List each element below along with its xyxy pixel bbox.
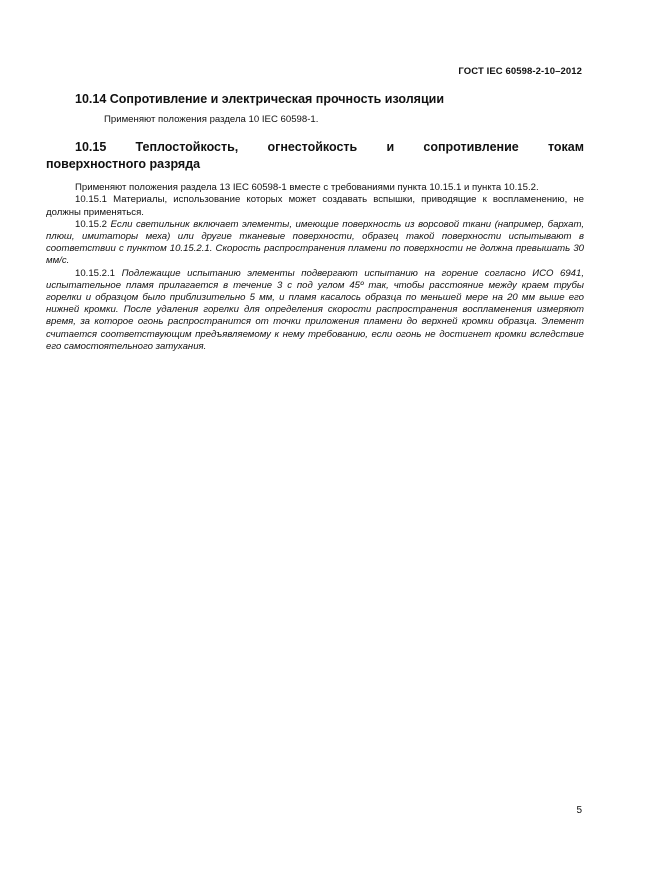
section-10-15-1-paragraph (46, 194, 584, 218)
clause-text: Если светильник включает элементы, имеющие поверхность из ворсовой ткани (например, бархат, плюш, имитаторы меха) или другие тканевые поверхности, образец такой поверхности испытывают в соответствии с пунктом 10.15.2.1. Скорость распространения пламени по поверхности не должна превышать 30 мм/с. (46, 218, 584, 267)
section-10-15-heading-line2: поверхностного разряда (46, 157, 201, 172)
section-10-15-body (46, 182, 584, 353)
section-10-14-text: Применяют положения раздела 10 IEC 60598-1. (104, 114, 319, 125)
clause-number: 10.15.2.1 (75, 267, 116, 279)
heading-word: сопротивление (423, 140, 519, 155)
section-10-15-number: 10.15 (75, 140, 107, 155)
section-10-15-2-paragraph (46, 219, 584, 268)
page-number: 5 (576, 805, 582, 816)
heading-word: и (386, 140, 395, 155)
section-10-15-2-1-paragraph (46, 268, 584, 353)
section-10-14-heading: 10.14 Сопротивление и электрическая прочность изоляции (75, 92, 445, 106)
heading-word: Теплостойкость, (135, 140, 239, 155)
document-body (46, 91, 584, 353)
clause-number: 10.15.1 (75, 194, 108, 206)
section-10-15-heading-line1 (75, 139, 584, 156)
document-header: ГОСТ IEC 60598-2-10–2012 (458, 66, 582, 77)
section-10-15-para1: Применяют положения раздела 13 IEC 60598-1 вместе с требованиями пункта 10.15.1 и пункта 10.15.2. (75, 182, 539, 194)
clause-text: Подлежащие испытанию элементы подвергают испытанию на горение согласно ИСО 6941, испытательное пламя прилагается в течение 3 с под углом 45º так, чтобы расстояние между краем трубы горелки и образцом было приблизительно 5 мм, и пламя касалось образца по меньшей мере на 20 мм выше его нижней кромки. После удаления горелки для определения скорости распространения воспламенения измеряют время, за которое огонь распространится от точки приложения пламени до верхней кромки образца. Элемент считается соответствующим предъявляемому к нему требованию, если огонь не достигнет кромки вследствие его самостоятельного затухания. (46, 267, 584, 352)
heading-word: токам (547, 140, 584, 155)
clause-number: 10.15.2 (75, 218, 108, 230)
heading-word: огнестойкость (267, 140, 358, 155)
clause-text: Материалы, использование которых может создавать вспышки, приводящие к воспламенению, не должны применяться. (46, 194, 584, 218)
section-10-15-heading (46, 139, 584, 173)
